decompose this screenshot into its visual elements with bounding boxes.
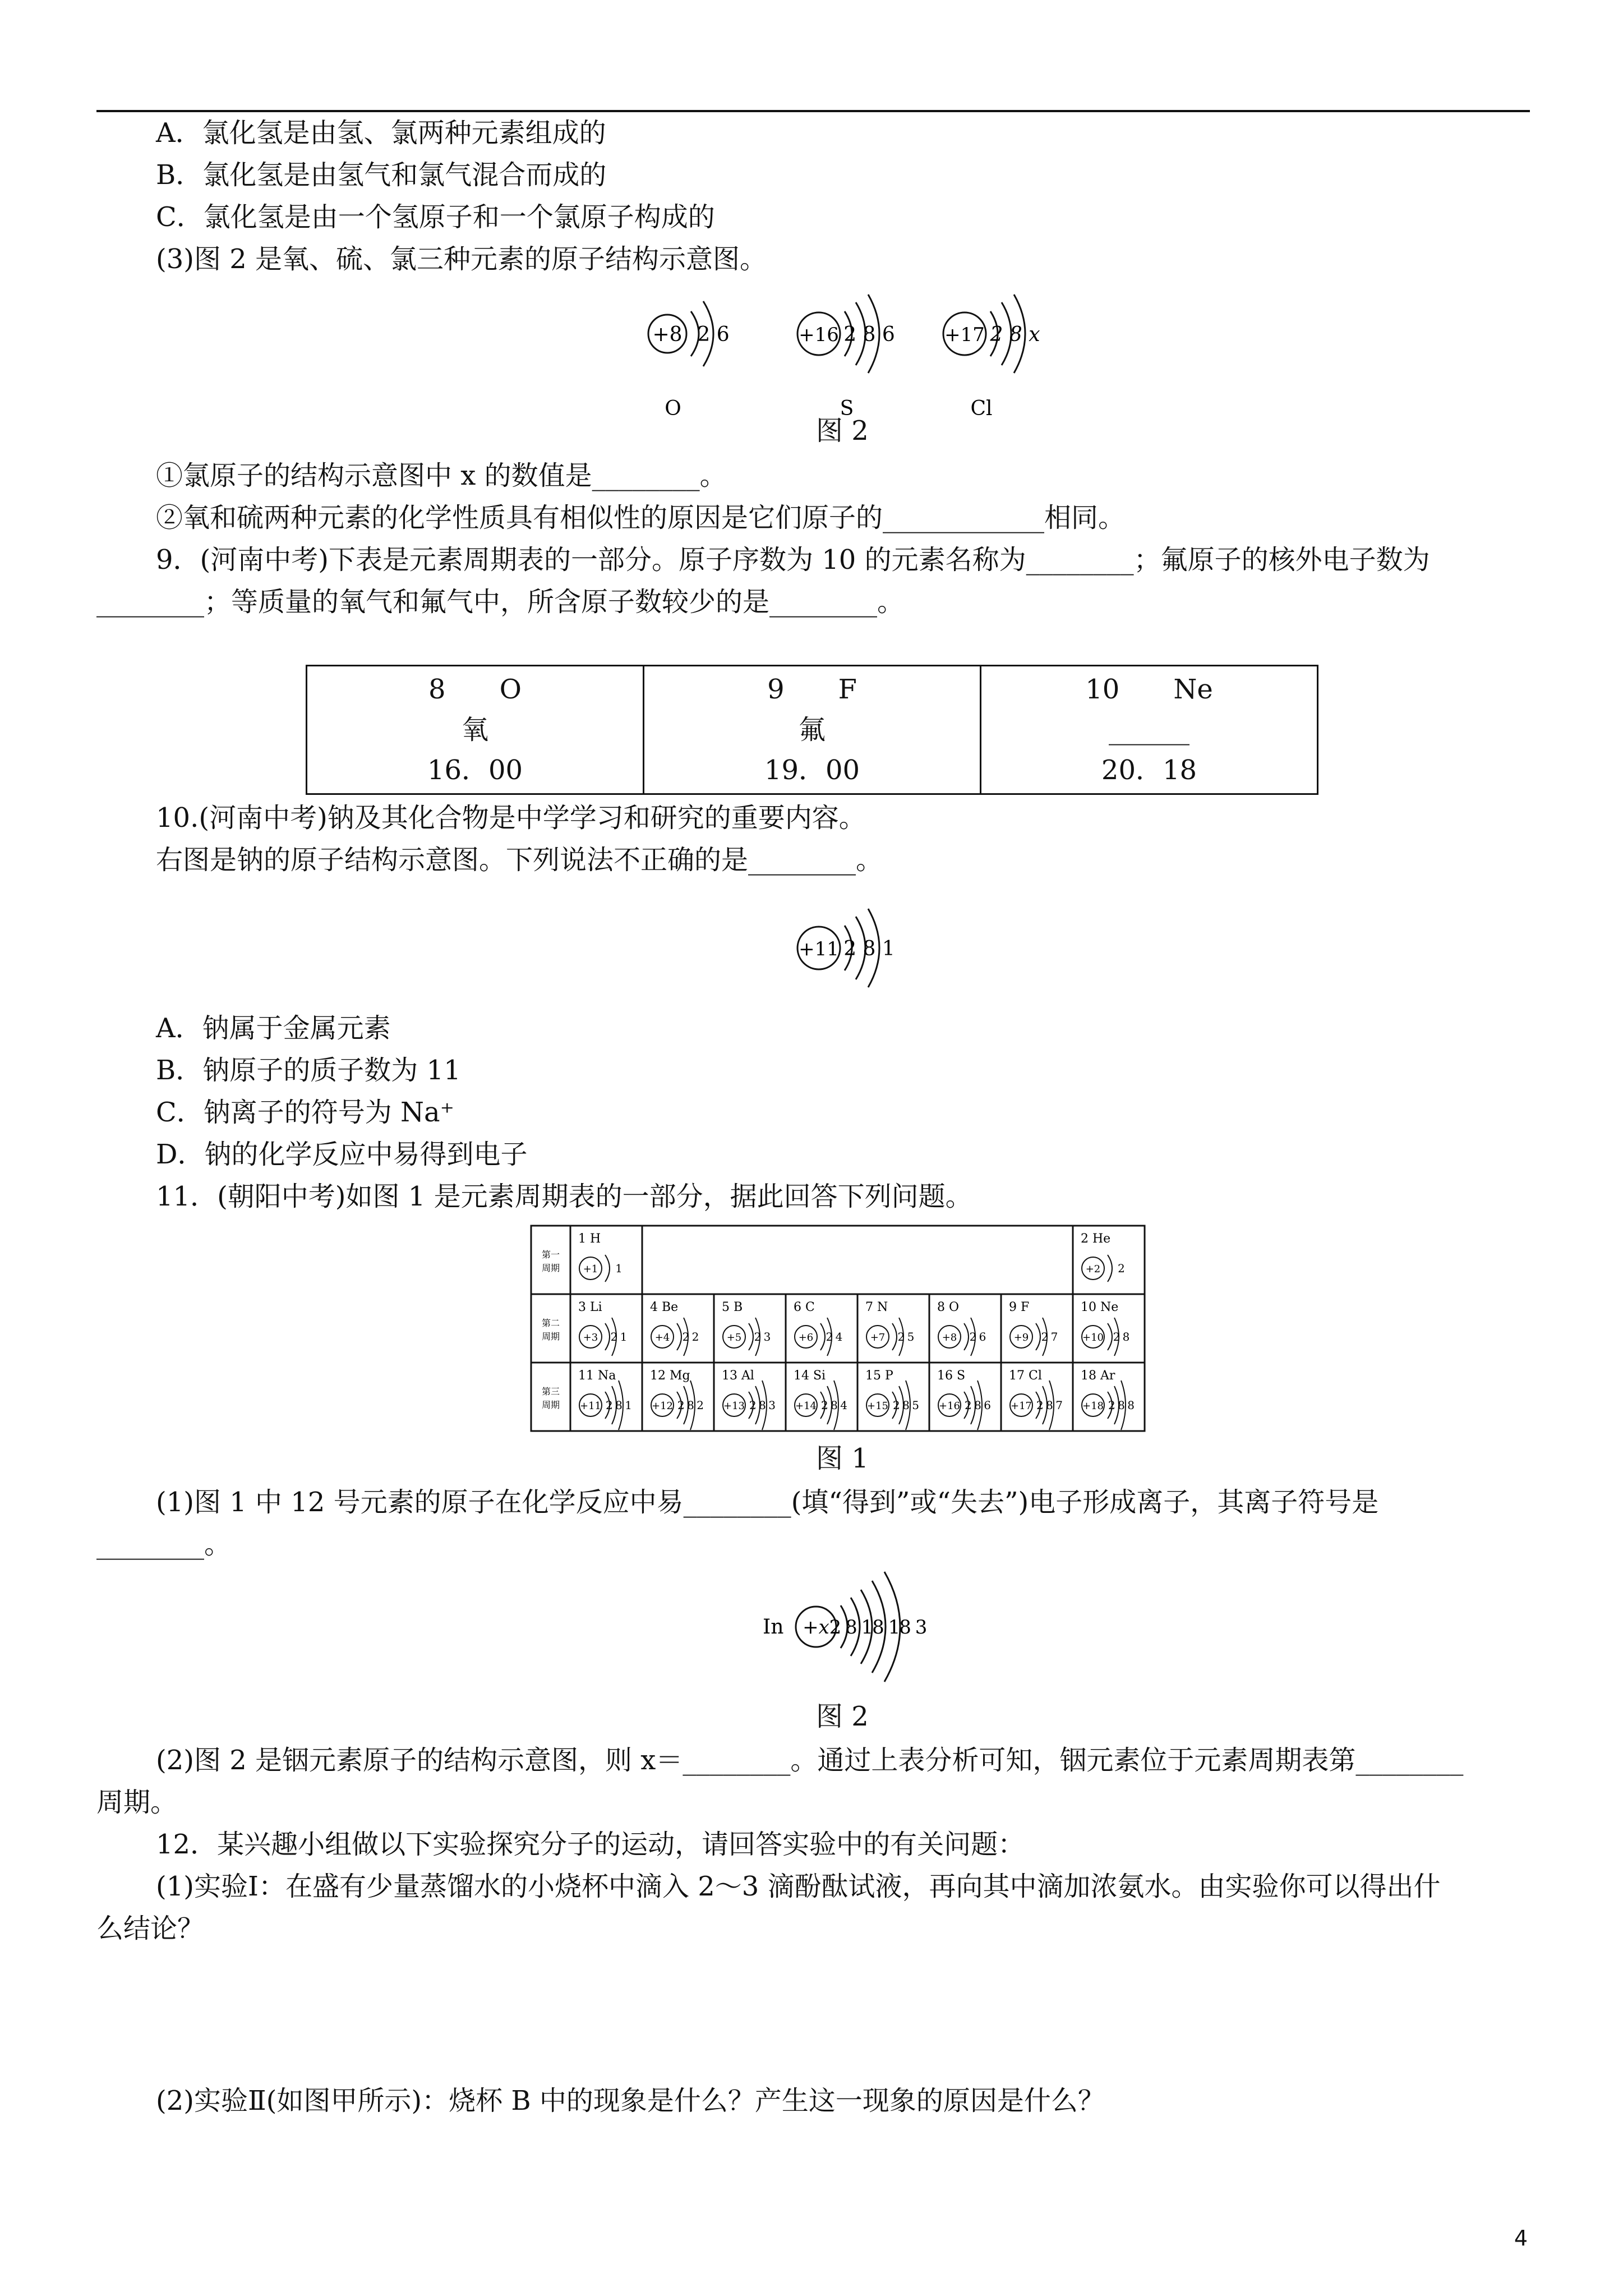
pt-grid-electrons: 2 8 1 — [606, 1398, 631, 1412]
header-rule — [96, 110, 1530, 112]
pt-grid-label: 3 Li — [578, 1300, 602, 1314]
pt-grid-electrons: 2 8 7 — [1036, 1398, 1062, 1412]
q11-part1-a: (1)图 1 中 12 号元素的原子在化学反应中易________(填“得到”或“失去”)电子形成离子，其离子符号是 — [156, 1487, 1379, 1518]
pt-grid-nucleus: +10 — [1082, 1332, 1104, 1343]
q12-part1-b: 么结论？ — [96, 1913, 205, 1944]
pt-grid-shell — [892, 1323, 897, 1350]
pt-grid-electrons: 2 8 6 — [965, 1398, 990, 1412]
pt-grid-electrons: 2 4 — [826, 1330, 842, 1343]
pt-mass: 16．00 — [427, 754, 523, 786]
indium-nucleus: +x — [803, 1616, 829, 1639]
pt-grid-electrons: 2 1 — [610, 1330, 627, 1343]
pt-grid-nucleus: +2 — [1085, 1263, 1101, 1275]
q12-text: 12．某兴趣小组做以下实验探究分子的运动，请回答实验中的有关问题： — [156, 1829, 1025, 1860]
pt-grid-electrons: 2 8 4 — [821, 1398, 847, 1412]
sodium-electrons: 2 8 1 — [843, 937, 895, 960]
q12-part2: (2)实验Ⅱ(如图甲所示)：烧杯 B 中的现象是什么？产生这一现象的原因是什么？ — [156, 2085, 1105, 2116]
pt-name: 氧 — [461, 714, 488, 746]
q10-text-b: 右图是钠的原子结构示意图。下列说法不正确的是________。 — [156, 844, 883, 876]
pt-grid-electrons: 2 5 — [897, 1330, 914, 1343]
pt-grid-label: 15 P — [865, 1369, 893, 1383]
atom-oxygen-symbol: O — [665, 397, 681, 420]
pt-period-label-top: 第一 — [541, 1249, 560, 1260]
pt-period-label-bottom: 周期 — [541, 1331, 560, 1342]
pt-symbol: Ne — [1173, 674, 1213, 705]
sodium-atom-diagram — [780, 903, 925, 993]
pt-grid-label: 17 Cl — [1009, 1369, 1042, 1383]
pt-grid-label: 2 He — [1081, 1232, 1111, 1246]
pt-grid-label: 7 N — [865, 1300, 888, 1314]
q11-part2-a: (2)图 2 是铟元素原子的结构示意图，则 x＝________。通过上表分析可知，铟元素位于元素周期表第________ — [156, 1745, 1464, 1776]
atom-chlorine-electrons: 2 8 x — [990, 323, 1040, 346]
figure-2-caption: 图 2 — [816, 415, 869, 447]
q10-option-c: C．钠离子的符号为 Na⁺ — [156, 1097, 454, 1128]
q12-part1-a: (1)实验Ⅰ：在盛有少量蒸馏水的小烧杯中滴入 2～3 滴酚酞试液，再向其中滴加浓氨水。由实验你可以得出什 — [156, 1871, 1441, 1902]
pt-grid-electrons: 2 8 — [1113, 1330, 1129, 1343]
pt-grid-shell — [749, 1323, 753, 1350]
q10-text-a: 10.(河南中考)钠及其化合物是中学学习和研究的重要内容。 — [156, 802, 866, 834]
pt-grid-label: 18 Ar — [1081, 1369, 1115, 1383]
indium-atom-diagram — [763, 1559, 942, 1694]
q8-part3-2: ②氧和硫两种元素的化学性质具有相似性的原因是它们原子的____________相同。 — [156, 502, 1126, 533]
pt-grid-nucleus: +14 — [795, 1400, 817, 1412]
pt-grid-electrons: 2 — [1118, 1262, 1124, 1275]
pt-grid-nucleus: +12 — [652, 1400, 673, 1412]
pt-grid-nucleus: +6 — [798, 1332, 814, 1343]
pt-period-header — [531, 1294, 570, 1363]
q8-option-b: B．氯化氢是由氢气和氯气混合而成的 — [156, 159, 607, 191]
pt-grid-label: 14 Si — [794, 1369, 826, 1383]
pt-name-blank: ______ — [1109, 714, 1189, 746]
pt-grid-electrons: 2 6 — [969, 1330, 986, 1343]
q8-option-c: C．氯化氢是由一个氢原子和一个氯原子构成的 — [156, 201, 715, 233]
pt-grid-electrons: 2 8 5 — [893, 1398, 919, 1412]
pt-grid-electrons: 1 — [615, 1262, 622, 1275]
pt-period-header — [531, 1363, 570, 1431]
pt-grid-electrons: 2 3 — [754, 1330, 771, 1343]
sodium-nucleus: +11 — [799, 938, 839, 960]
pt-grid-label: 6 C — [794, 1300, 815, 1314]
q10-option-b: B．钠原子的质子数为 11 — [156, 1055, 461, 1086]
pt-grid-nucleus: +16 — [939, 1400, 960, 1412]
atom-oxygen — [648, 301, 730, 420]
pt-grid-label: 1 H — [578, 1232, 601, 1246]
q8-part3: (3)图 2 是氧、硫、氯三种元素的原子结构示意图。 — [156, 243, 767, 275]
pt-grid-label: 16 S — [937, 1369, 966, 1383]
pt-grid-electrons: 2 7 — [1041, 1330, 1058, 1343]
pt-symbol: F — [838, 674, 857, 705]
pt-grid-label: 13 Al — [722, 1369, 754, 1383]
pt-grid-shell — [964, 1323, 969, 1350]
pt-grid-label: 11 Na — [578, 1369, 616, 1383]
pt-period-label-bottom: 周期 — [541, 1263, 560, 1273]
atom-oxygen-electrons: 2 6 — [697, 323, 730, 346]
q8-option-a: A．氯化氢是由氢、氯两种元素组成的 — [156, 117, 606, 149]
pt-grid-electrons: 2 8 3 — [749, 1398, 775, 1412]
pt-grid-nucleus: +15 — [867, 1400, 888, 1412]
pt-grid-nucleus: +18 — [1082, 1400, 1104, 1412]
atom-sulfur-nucleus: +16 — [799, 324, 839, 346]
pt-grid-shell — [677, 1323, 681, 1350]
pt-symbol: O — [499, 674, 522, 705]
pt-grid-shell — [605, 1255, 610, 1282]
pt-grid-shell — [605, 1323, 610, 1350]
pt-grid-label: 4 Be — [650, 1300, 679, 1314]
pt-grid-nucleus: +17 — [1011, 1400, 1032, 1412]
q10-option-d: D．钠的化学反应中易得到电子 — [156, 1139, 528, 1170]
q11-text: 11．(朝阳中考)如图 1 是元素周期表的一部分，据此回答下列问题。 — [156, 1181, 972, 1212]
pt-period-header — [531, 1226, 570, 1294]
pt-number: 8 — [428, 674, 446, 705]
atom-oxygen-nucleus: +8 — [652, 323, 683, 346]
pt-grid-nucleus: +7 — [870, 1332, 886, 1343]
pt-number: 10 — [1085, 674, 1120, 705]
periodic-table-figure-1 — [530, 1225, 1161, 1438]
atom-sulfur — [797, 295, 895, 420]
atom-sulfur-electrons: 2 8 6 — [843, 323, 895, 346]
q11-part1-b: ________。 — [96, 1529, 232, 1560]
pt-mass: 19．00 — [764, 754, 860, 786]
atom-chlorine-symbol: Cl — [970, 397, 993, 420]
figure-2b-caption: 图 2 — [816, 1701, 869, 1732]
atom-chlorine-nucleus: +17 — [944, 324, 985, 346]
pt-grid-label: 10 Ne — [1081, 1300, 1119, 1314]
pt-grid-nucleus: +8 — [942, 1332, 957, 1343]
pt-grid-shell — [1108, 1323, 1112, 1350]
q11-part2-b: 周期。 — [96, 1787, 178, 1818]
q9-text-b: ________；等质量的氧气和氟气中，所含原子数较少的是________。 — [96, 586, 905, 618]
pt-grid-nucleus: +9 — [1013, 1332, 1029, 1343]
pt-grid-electrons: 2 8 8 — [1108, 1398, 1134, 1412]
pt-grid-nucleus: +11 — [580, 1400, 601, 1412]
pt-grid-shell — [1036, 1323, 1040, 1350]
pt-grid-nucleus: +3 — [583, 1332, 598, 1343]
pt-grid-nucleus: +5 — [726, 1332, 742, 1343]
pt-mass: 20．18 — [1101, 754, 1197, 786]
pt-grid-electrons: 2 8 2 — [677, 1398, 703, 1412]
indium-electrons: 2 8 18 18 3 — [829, 1616, 926, 1639]
q8-part3-1: ①氯原子的结构示意图中 x 的数值是________。 — [156, 460, 727, 491]
pt-grid-label: 12 Mg — [650, 1369, 690, 1383]
periodic-table-fragment — [306, 665, 1318, 795]
q10-option-a: A．钠属于金属元素 — [156, 1013, 391, 1044]
page-number: 4 — [1514, 2226, 1528, 2251]
pt-period-label-bottom: 周期 — [541, 1400, 560, 1410]
pt-grid-shell — [1108, 1255, 1112, 1282]
pt-number: 9 — [767, 674, 785, 705]
pt-grid-nucleus: +13 — [723, 1400, 745, 1412]
pt-cell-neon — [981, 666, 1318, 794]
q9-text-a: 9．(河南中考)下表是元素周期表的一部分。原子序数为 10 的元素名称为________；氟原子的核外电子数为 — [156, 544, 1430, 576]
pt-grid-label: 8 O — [937, 1300, 960, 1314]
atom-structure-figure-2 — [617, 292, 1066, 421]
figure-1-caption: 图 1 — [816, 1443, 869, 1474]
pt-grid-nucleus: +1 — [583, 1263, 598, 1275]
pt-grid-nucleus: +4 — [654, 1332, 670, 1343]
pt-period-label-top: 第三 — [541, 1386, 560, 1397]
indium-symbol: In — [763, 1616, 784, 1639]
pt-grid-electrons: 2 2 — [682, 1330, 699, 1343]
pt-grid-label: 5 B — [722, 1300, 743, 1314]
pt-cell-oxygen — [307, 666, 644, 794]
pt-cell-fluorine — [644, 666, 981, 794]
pt-grid-label: 9 F — [1009, 1300, 1030, 1314]
pt-grid-shell — [820, 1323, 825, 1350]
pt-name: 氟 — [798, 714, 826, 746]
atom-chlorine — [943, 295, 1040, 420]
pt-period-label-top: 第二 — [541, 1318, 560, 1328]
atom-sulfur-symbol: S — [840, 397, 854, 420]
